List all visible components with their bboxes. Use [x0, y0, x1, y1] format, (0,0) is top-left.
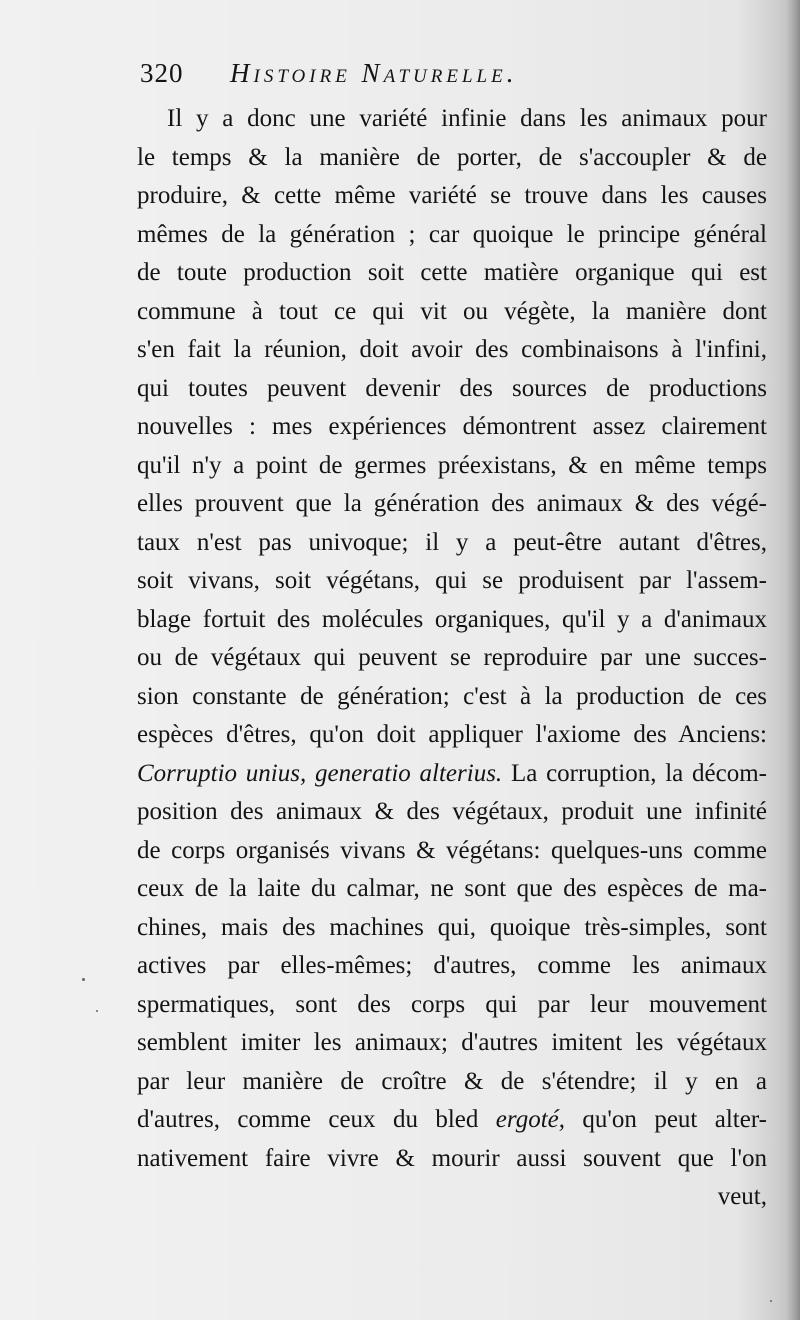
running-header — [140, 58, 765, 98]
text-line: par leur manière de croître & de s'étendre; il y en a — [137, 1067, 767, 1095]
text-line: blage fortuit des molécules organiques, qu'il y a d'animaux — [137, 605, 767, 633]
text-line: qui toutes peuvent devenir des sources de productions — [137, 374, 767, 402]
text-line: semblent imiter les animaux; d'autres imitent les végétaux — [137, 1029, 767, 1056]
page-number: 320 — [140, 58, 184, 88]
text-line: commune à tout ce qui vit ou végète, la manière dont — [137, 297, 767, 325]
text-line: elles prouvent que la génération des animaux & des végé- — [137, 490, 767, 517]
latin-quote: Corruptio unius, generatio alterius. — [137, 759, 503, 787]
text-line: chines, mais des machines qui, quoique très-simples, sont — [137, 913, 767, 941]
text-line: Il y a donc une variété infinie dans les animaux pour — [167, 105, 767, 132]
body-text — [137, 100, 767, 1217]
text-line: qu'il n'y a point de germes préexistans, & en même temps — [137, 451, 767, 479]
text-line: actives par elles-mêmes; d'autres, comme les animaux — [137, 952, 767, 979]
text-line: spermatiques, sont des corps qui par leur mouvement — [137, 990, 767, 1018]
text-line: le temps & la manière de porter, de s'accoupler & de — [137, 143, 767, 171]
catchword: veut, — [717, 1183, 767, 1210]
text-line: d'autres, comme ceux du bled ergoté, qu'on peut alter- — [137, 1106, 767, 1133]
text-line: mêmes de la génération ; car quoique le principe général — [137, 220, 767, 248]
text-line: nativement faire vivre & mourir aussi souvent que l'on — [137, 1144, 767, 1172]
text-line: taux n'est pas univoque; il y a peut-être autant d'êtres, — [137, 528, 767, 556]
running-title: Histoire Naturelle. — [230, 58, 518, 88]
paper-speck — [82, 978, 85, 981]
text-line: espèces d'êtres, qu'on doit appliquer l'axiome des Anciens: — [137, 721, 767, 748]
text-line: ceux de la laite du calmar, ne sont que des espèces de ma- — [137, 875, 767, 902]
text-line: position des animaux & des végétaux, produit une infinité — [137, 798, 767, 825]
text-line: de corps organisés vivans & végétans: quelques-uns comme — [137, 836, 767, 864]
text-line: soit vivans, soit végétans, qui se produisent par l'assem- — [137, 567, 767, 594]
page-edge-shadow — [786, 0, 800, 1320]
text-line: Corruptio unius, generatio alterius. La corruption, la décom- — [137, 759, 767, 787]
text-line: produire, & cette même variété se trouve dans les causes — [137, 182, 767, 209]
text-line: nouvelles : mes expériences démontrent assez clairement — [137, 413, 767, 440]
text-line: de toute production soit cette matière organique qui est — [137, 259, 767, 286]
paper-speck — [770, 1300, 772, 1302]
text-line: sion constante de génération; c'est à la production de ces — [137, 682, 767, 710]
italic-term: ergoté, — [495, 1106, 565, 1133]
text-line: s'en fait la réunion, doit avoir des combinaisons à l'infini, — [137, 336, 767, 363]
text-line: ou de végétaux qui peuvent se reproduire par une succes- — [137, 644, 767, 671]
paper-speck — [96, 1010, 98, 1012]
